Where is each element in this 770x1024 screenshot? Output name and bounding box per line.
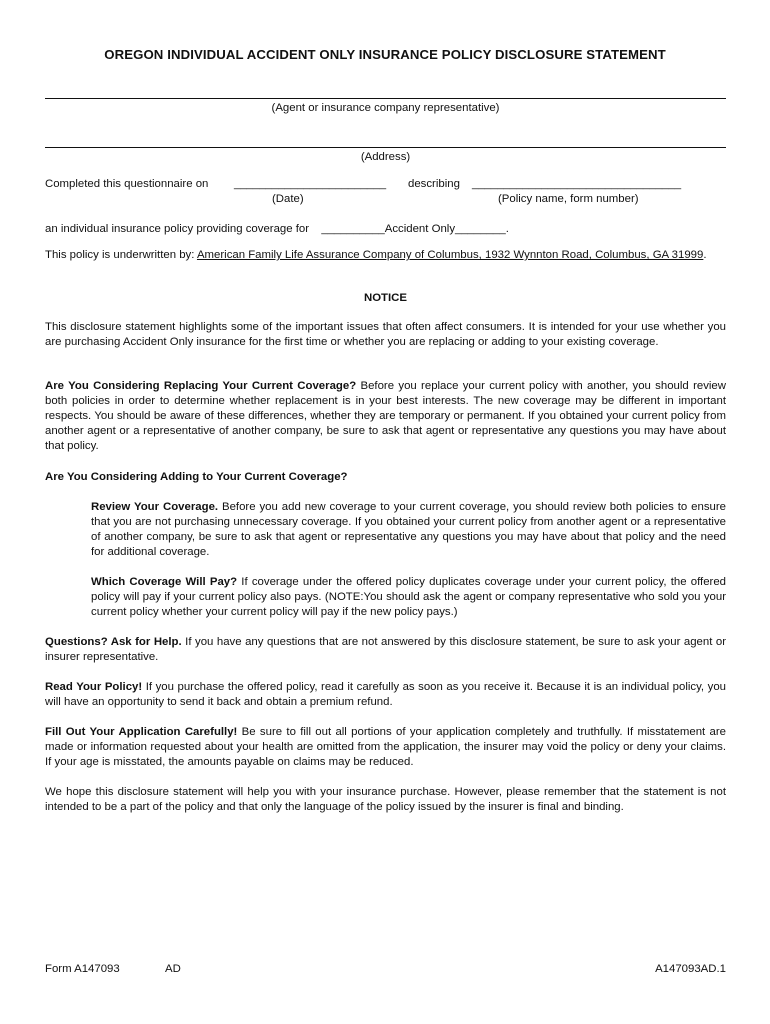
date-caption: (Date) <box>272 193 304 205</box>
fill-out-heading: Fill Out Your Application Carefully! <box>45 726 238 738</box>
underwriter-company: American Family Life Assurance Company of Columbus, 1932 Wynnton Road, Columbus, GA 31999 <box>196 249 704 261</box>
underwritten-paragraph <box>45 248 726 263</box>
which-pay-paragraph <box>91 575 726 620</box>
fill-out-paragraph <box>45 725 726 770</box>
which-pay-heading: Which Coverage Will Pay? <box>91 576 238 588</box>
coverage-label: an individual insurance policy providing coverage for <box>45 223 310 235</box>
agent-caption: (Agent or insurance company representative) <box>271 102 500 114</box>
read-policy-paragraph <box>45 680 726 710</box>
which-pay-body: If coverage under the offered policy duplicates coverage under your current policy, the offered policy will pay if your current policy also pays. (NOTE:You should ask the agent or company representative who sold you your current policy whether your current policy will pay if the new policy pays.) <box>91 576 726 618</box>
read-policy-body: If you purchase the offered policy, read it carefully as soon as you receive it. Because it is an individual policy, you will have an opportunity to send it back and obtain a premium refund. <box>45 681 726 708</box>
policy-name-field: _________________________________ <box>472 178 682 190</box>
questions-paragraph <box>45 635 726 665</box>
document-title: OREGON INDIVIDUAL ACCIDENT ONLY INSURANCE POLICY DISCLOSURE STATEMENT <box>104 47 666 62</box>
closing-paragraph: We hope this disclosure statement will help you with your insurance purchase. However, please remember that the statement is not intended to be a part of the policy and that only the language of the policy issued by the insurer is final and binding. <box>45 786 726 813</box>
replacing-heading: Are You Considering Replacing Your Current Coverage? <box>45 380 357 392</box>
footer-form-number: Form A147093 <box>45 963 120 975</box>
questions-heading: Questions? Ask for Help. <box>45 636 182 648</box>
fill-out-body: Be sure to fill out all portions of your application completely and truthfully. If misstatement are made or information requested about your health are omitted from the application, the insurer may void the policy or deny your claims. If your age is misstated, the amounts payable on claims may be reduced. <box>45 726 726 768</box>
adding-heading: Are You Considering Adding to Your Current Coverage? <box>45 471 348 483</box>
footer-ad: AD <box>165 963 181 975</box>
intro-paragraph: This disclosure statement highlights some of the important issues that often affect consumers. It is intended for your use whether you are purchasing Accident Only insurance for the first time or whether you are replacing or adding to your existing coverage. <box>45 321 726 348</box>
underwritten-label: This policy is underwritten by: <box>45 249 195 261</box>
replacing-body: Before you replace your current policy with another, you should review both policies in order to determine whether replacement is in your best interests. The new coverage may be different in important respects. You should be aware of these differences, whether they are temporary or permanent. If you obtained your current policy from another agent or a representative of another company, be sure to ask that agent or representative any questions you may have about that policy. <box>45 380 726 452</box>
notice-heading: NOTICE <box>363 292 408 304</box>
coverage-line <box>45 222 509 237</box>
address-caption: (Address) <box>360 151 411 163</box>
coverage-period: . <box>505 223 509 235</box>
describing-label: describing <box>408 178 460 190</box>
completed-label: Completed this questionnaire on <box>45 178 209 190</box>
review-paragraph <box>91 500 726 560</box>
review-heading: Review Your Coverage. <box>91 501 219 513</box>
footer-code: A147093AD.1 <box>655 963 726 975</box>
coverage-value: __________Accident Only________ <box>321 223 506 235</box>
underwritten-period: . <box>703 249 707 261</box>
review-body: Before you add new coverage to your current coverage, you should review both policies to ensure that you are not purchasing unnecessary coverage. If you obtained your current policy from another agent or a representative of another company, be sure to ask that agent or representative any questions you may have about that policy and the need for additional coverage. <box>91 501 726 558</box>
date-field: ________________________ <box>234 178 387 190</box>
address-line <box>45 147 726 148</box>
policy-caption: (Policy name, form number) <box>498 193 639 205</box>
agent-signature-line <box>45 98 726 99</box>
read-policy-heading: Read Your Policy! <box>45 681 143 693</box>
questions-body: If you have any questions that are not answered by this disclosure statement, be sure to ask your agent or insurer representative. <box>45 636 727 663</box>
replacing-paragraph <box>45 379 726 454</box>
